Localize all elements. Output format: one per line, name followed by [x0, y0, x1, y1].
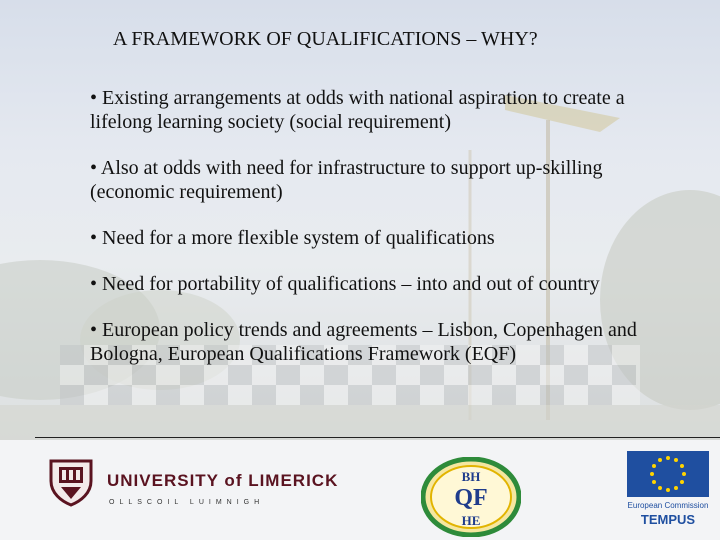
footer-divider [35, 437, 720, 438]
bullet-item: • Existing arrangements at odds with national aspiration to create a lifelong learning society (social requirement) [90, 87, 625, 133]
university-subtitle: OLLSCOIL LUIMNIGH [109, 499, 265, 506]
qf-bottom-text: HE [461, 513, 481, 528]
qf-mid-text: QF [454, 485, 488, 511]
tempus-logo [626, 450, 710, 533]
university-crest-icon [45, 455, 97, 512]
eu-label: European Commission [627, 501, 709, 510]
bullet-item: • Need for a more flexible system of qualifications [90, 227, 495, 249]
bullet-item: • Also at odds with need for infrastructure to support up-skilling (economic requirement) [90, 157, 603, 203]
tempus-label: TEMPUS [640, 512, 696, 527]
qf-top-text: BH [461, 469, 481, 484]
bullet-item: • Need for portability of qualifications – into and out of country [90, 273, 600, 295]
university-name: UNIVERSITY of LIMERICK [107, 471, 339, 490]
slide-title: A FRAMEWORK OF QUALIFICATIONS – WHY? [113, 28, 538, 50]
bullet-item: • European policy trends and agreements – Lisbon, Copenhagen and Bologna, European Qualifications Framework (EQF) [90, 319, 637, 365]
qf-logo [421, 457, 521, 540]
bullet-list [90, 86, 720, 388]
